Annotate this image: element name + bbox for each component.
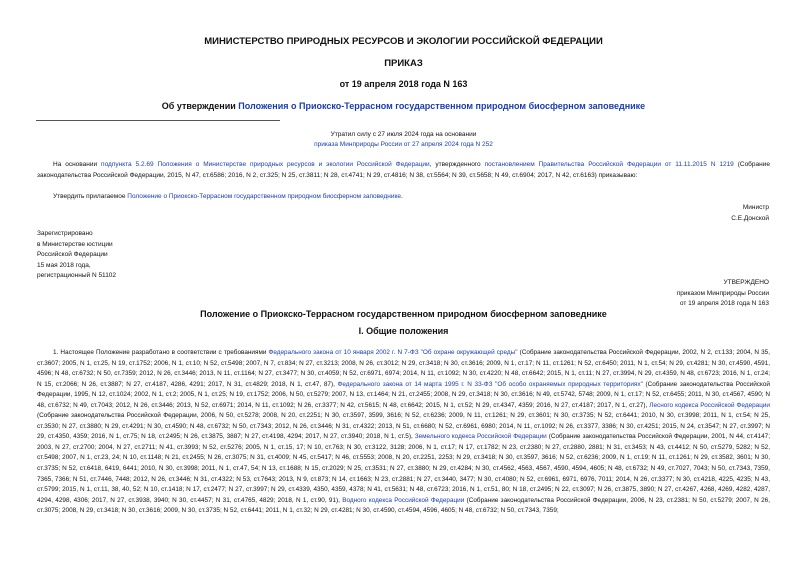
para1-text-4: (Собрание законодательства Российской Федерации, 2006, N 50, ст.5278; 2008, N 20, ст.2251; N 30, ст.3597, 3599, 3616; N 52, ст.6236; 2009, N 11, ст.1261; N 29, ст.3601; N 30, ст.3735; N 52, ст.6441; 2010, N 30, ст.3998; 2011, N 1, ст.54; N 25, ст.3530; N 27, ст.3880; N 29, ст.4291; N 30, ст.4590; N 48, ст.6732; N 50, ст.7343; 2012, N 26, ст.3446; N 31, ст.4322; 2013, N 51, ст.6680; N 52, ст.6961, 6980; 2014, N 11, ст.1092; N 26, ст.3377, 3386; N 30, ст.4251; 2015, N 24, ст.3547; N 27, ст.3997; N 29, ст.4350, 4359; 2016, N 1, ст.75; N 18, ст.2495; N 26, ст.3875, 3887; N 27, ст.4198, 4294; 2017, N 27, ст.3940; 2018, N 1, ст.5), <box>37 412 770 441</box>
order-date-number: от 19 апреля 2018 года N 163 <box>339 79 468 89</box>
registration-line: 15 мая 2018 года, <box>37 261 91 269</box>
preamble-text-2: , утвержденного <box>429 161 485 168</box>
ministry-heading: МИНИСТЕРСТВО ПРИРОДНЫХ РЕСУРСОВ И ЭКОЛОГИИ РОССИЙСКОЙ ФЕДЕРАЦИИ <box>204 36 603 47</box>
regulation-title: Положение о Приокско-Террасном государственном природном биосферном заповеднике <box>200 309 607 319</box>
para1-text-3: (Собрание законодательства Российской Федерации, 1995, N 12, ст.1024; 2002, N 1, ст.2; 2005, N 1, ст.25; N 19, ст.1752; 2006, N 50, ст.5279; 2007, N 13, ст.1464; N 21, ст.2455; 2008, N 29, ст.3418; N 30, ст.3616; N 49, ст.5742, 5748; 2009, N 1, ст.17; N 52, ст.6455; 2011, N 30, ст.4567, 4590; N 48, ст.6732; N 49, ст.7043; 2012, N 26, ст.3446; 2013, N 52, ст.6971; 2014, N 11, ст.1092; N 26, ст.3377; N 42, ст.5615; N 48, ст.6642; 2015, N 1, ст.52; N 29, ст.4347, 4359; 2016, N 27, ст.4187; 2017, N 1, ст.27), <box>37 380 770 409</box>
registration-line: Зарегистрировано <box>37 230 93 237</box>
lost-force-text: Утратил силу с 27 июля 2024 года на основании <box>330 131 477 138</box>
separator-line <box>36 120 280 121</box>
preamble-paragraph <box>37 160 770 181</box>
para1-link-environment-law[interactable]: Федерального закона от 10 января 2002 г. N 7-ФЗ "Об охране окружающей среды" <box>268 349 518 356</box>
approve-text-2: . <box>401 193 403 200</box>
approved-line: от 19 апреля 2018 года N 163 <box>679 300 769 308</box>
lost-force-link[interactable]: приказа Минприроды России от 27 апреля 2024 года N 252 <box>314 141 493 148</box>
para1-link-land-code[interactable]: Земельного кодекса Российской Федерации <box>414 433 547 441</box>
order-title-link[interactable]: Положения о Приокско-Террасном государственном природном биосферном заповеднике <box>238 101 646 111</box>
approve-link[interactable]: Положение о Приокско-Террасном государственном природном биосферном заповеднике <box>127 193 402 200</box>
preamble-link-regulation[interactable]: подпункта 5.2.69 Положения о Министерстве природных ресурсов и экологии Российской Федерации <box>101 161 430 168</box>
approved-line: приказом Минприроды России <box>676 289 769 297</box>
signature-block <box>731 203 769 224</box>
approved-line: УТВЕРЖДЕНО <box>723 279 769 286</box>
preamble-text-3: (Собрание законодательства Российской Федерации, 2015, N 47, ст.6586; 2016, N 2, ст.325; N 25, ст.3811; N 28, ст.4741; N 29, ст.4816; N 38, ст.5564; N 39, ст.5658; N 49, ст.6904; 2017, N 42, ст.6163) приказываю: <box>37 161 770 179</box>
approve-text-1: Утвердить прилагаемое <box>53 193 128 200</box>
registration-line: регистрационный N 51102 <box>37 272 117 280</box>
lost-force-note <box>0 130 807 150</box>
preamble-link-resolution[interactable]: постановлением Правительства Российской Федерации от 11.11.2015 N 1219 <box>484 161 734 168</box>
order-title-prefix: Об утверждении <box>161 101 239 111</box>
para1-link-water-code[interactable]: Водного кодекса Российской Федерации <box>342 496 465 504</box>
signature-name: С.Е.Донской <box>731 214 769 222</box>
approved-block <box>677 278 769 310</box>
para1-link-forest-code[interactable]: Лесного кодекса Российской Федерации <box>649 401 770 409</box>
document-type: ПРИКАЗ <box>384 58 423 69</box>
registration-block <box>37 229 116 282</box>
registration-line: в Министерстве юстиции <box>37 240 113 248</box>
para1-link-protected-areas-law[interactable]: Федерального закона от 14 марта 1995 г. N 33-ФЗ "Об особо охраняемых природных территориях" <box>337 380 643 388</box>
signature-role: Министр <box>742 204 769 211</box>
approve-paragraph <box>37 192 770 203</box>
paragraph-1 <box>37 348 770 517</box>
registration-line: Российской Федерации <box>37 251 108 259</box>
preamble-text-1: На основании <box>53 161 102 168</box>
para1-text-5: (Собрание законодательства Российской Федерации, 2001, N 44, ст.4147; 2003, N 27, ст.2700; 2004, N 27, ст.2711; N 41, ст.3993; N 52, ст.5276; 2005, N 1, ст.15, 17; N 10, ст.763; N 30, ст.3122, 3128; 2006, N 1, ст.17; N 17, ст.1782; N 23, ст.2380; N 27, ст.2880, 2881; N 31, ст.3453; N 43, ст.4412; N 50, ст.5279, 5282; N 52, ст.5498; 2007, N 1, ст.23, 24; N 10, ст.1148; N 21, ст.2455; N 26, ст.3075; N 31, ст.4009; N 45, ст.5417; N 46, ст.5553; 2008, N 20, ст.2251, 2253; N 29, ст.3418; N 30, ст.3597, 3616; N 52, ст.6236; 2009, N 1, ст.19; N 11, ст.1261; N 29, ст.3582, 3601; N 30, ст.3735; N 52, ст.6418, 6419, 6441; 2010, N 30, ст.3998; 2011, N 1, ст.47, 54; N 13, ст.1688; N 15, ст.2029; N 25, ст.3531; N 27, ст.3880; N 29, ст.4284; N 30, ст.4562, 4563, 4567, 4590, 4594, 4605; N 48, ст.6732; N 49, ст.7027, 7043; N 50, ст.7343, 7359, 7365, 7366; N 51, ст.7446, 7448; 2012, N 26, ст.3446; N 31, ст.4322; N 53, ст.7643; 2013, N 9, ст.873; N 14, ст.1663; N 23, ст.2881; N 27, ст.3440, 3477; N 30, ст.4080; N 52, ст.6961, 6971, 6976, 7011; 2014, N 26, ст.3377; N 30, ст.4218, 4225, 4235; N 43, ст.5799; 2015, N 1, ст.11, 38, 40, 52; N 10, ст.1418; N 17, ст.2477; N 27, ст.3997; N 29, ст.4339, 4350, 4359, 4378; N 41, ст.5631; N 48, ст.6723; 2016, N 1, ст.51, 80; N 18, ст.2495; N 22, ст.3097; N 26, ст.3875, 3890; N 27, ст.4267, 4268, 4269, 4282, 4287, 4294, 4298, 4306; 2017, N 27, ст.3938, 3940; N 30, ст.4457; N 31, ст.4765, 4829; 2018, N 1, ст.90, 91), <box>37 433 770 504</box>
para1-text-1: 1. Настоящее Положение разработано в соответствии с требованиями <box>53 349 269 356</box>
section-heading: I. Общие положения <box>358 326 449 336</box>
para1-text-6: (Собрание законодательства Российской Федерации, 2006, N 23, ст.2381; N 50, ст.5279; 2007, N 26, ст.3075; 2008, N 29, ст.3418; N 30, ст.3616; 2009, N 30, ст.3735; N 52, ст.6441; 2011, N 1, ст.32; N 29, ст.4281; N 30, ст.4590, ст.4594, 4596, 4605; N 48, ст.6732; N 50, ст.7343, 7359; <box>37 496 770 515</box>
para1-text-2: (Собрание законодательства Российской Федерации, 2002, N 2, ст.133; 2004, N 35, ст.3607; 2005, N 1, ст.25, N 19, ст.1752; 2006, N 1, ст.10; N 52, ст.5498; 2007, N 7, ст.834; N 27, ст.3213; 2008, N 26, ст.3012; N 29, ст.3418; N 30, ст.3616; 2009, N 1, ст.17; N 11, ст.1261; N 52, ст.6450; 2011, N 1, ст.54; N 29, ст.4281; N 30, ст.4590, 4591, 4596; N 48, ст.6732; N 50, ст.7359; 2012, N 26, ст.3446; 2013, N 11, ст.1164; N 27, ст.3477; N 30, ст.4059; N 52, ст.6971, 6974; 2014, N 11, ст.1092; N 30, ст.4220; N 48, ст.6642; 2015, N 1, ст.11; N 27, ст.3994, N 29, ст.4359, N 48, ст.6723; 2016, N 1, ст.24; N 15, ст.2066; N 26, ст.3887; N 27, ст.4187, 4286, 4291; 2017, N 31, ст.4829; 2018, N 1, ст.47, 87), <box>37 349 771 388</box>
order-title <box>0 101 807 111</box>
